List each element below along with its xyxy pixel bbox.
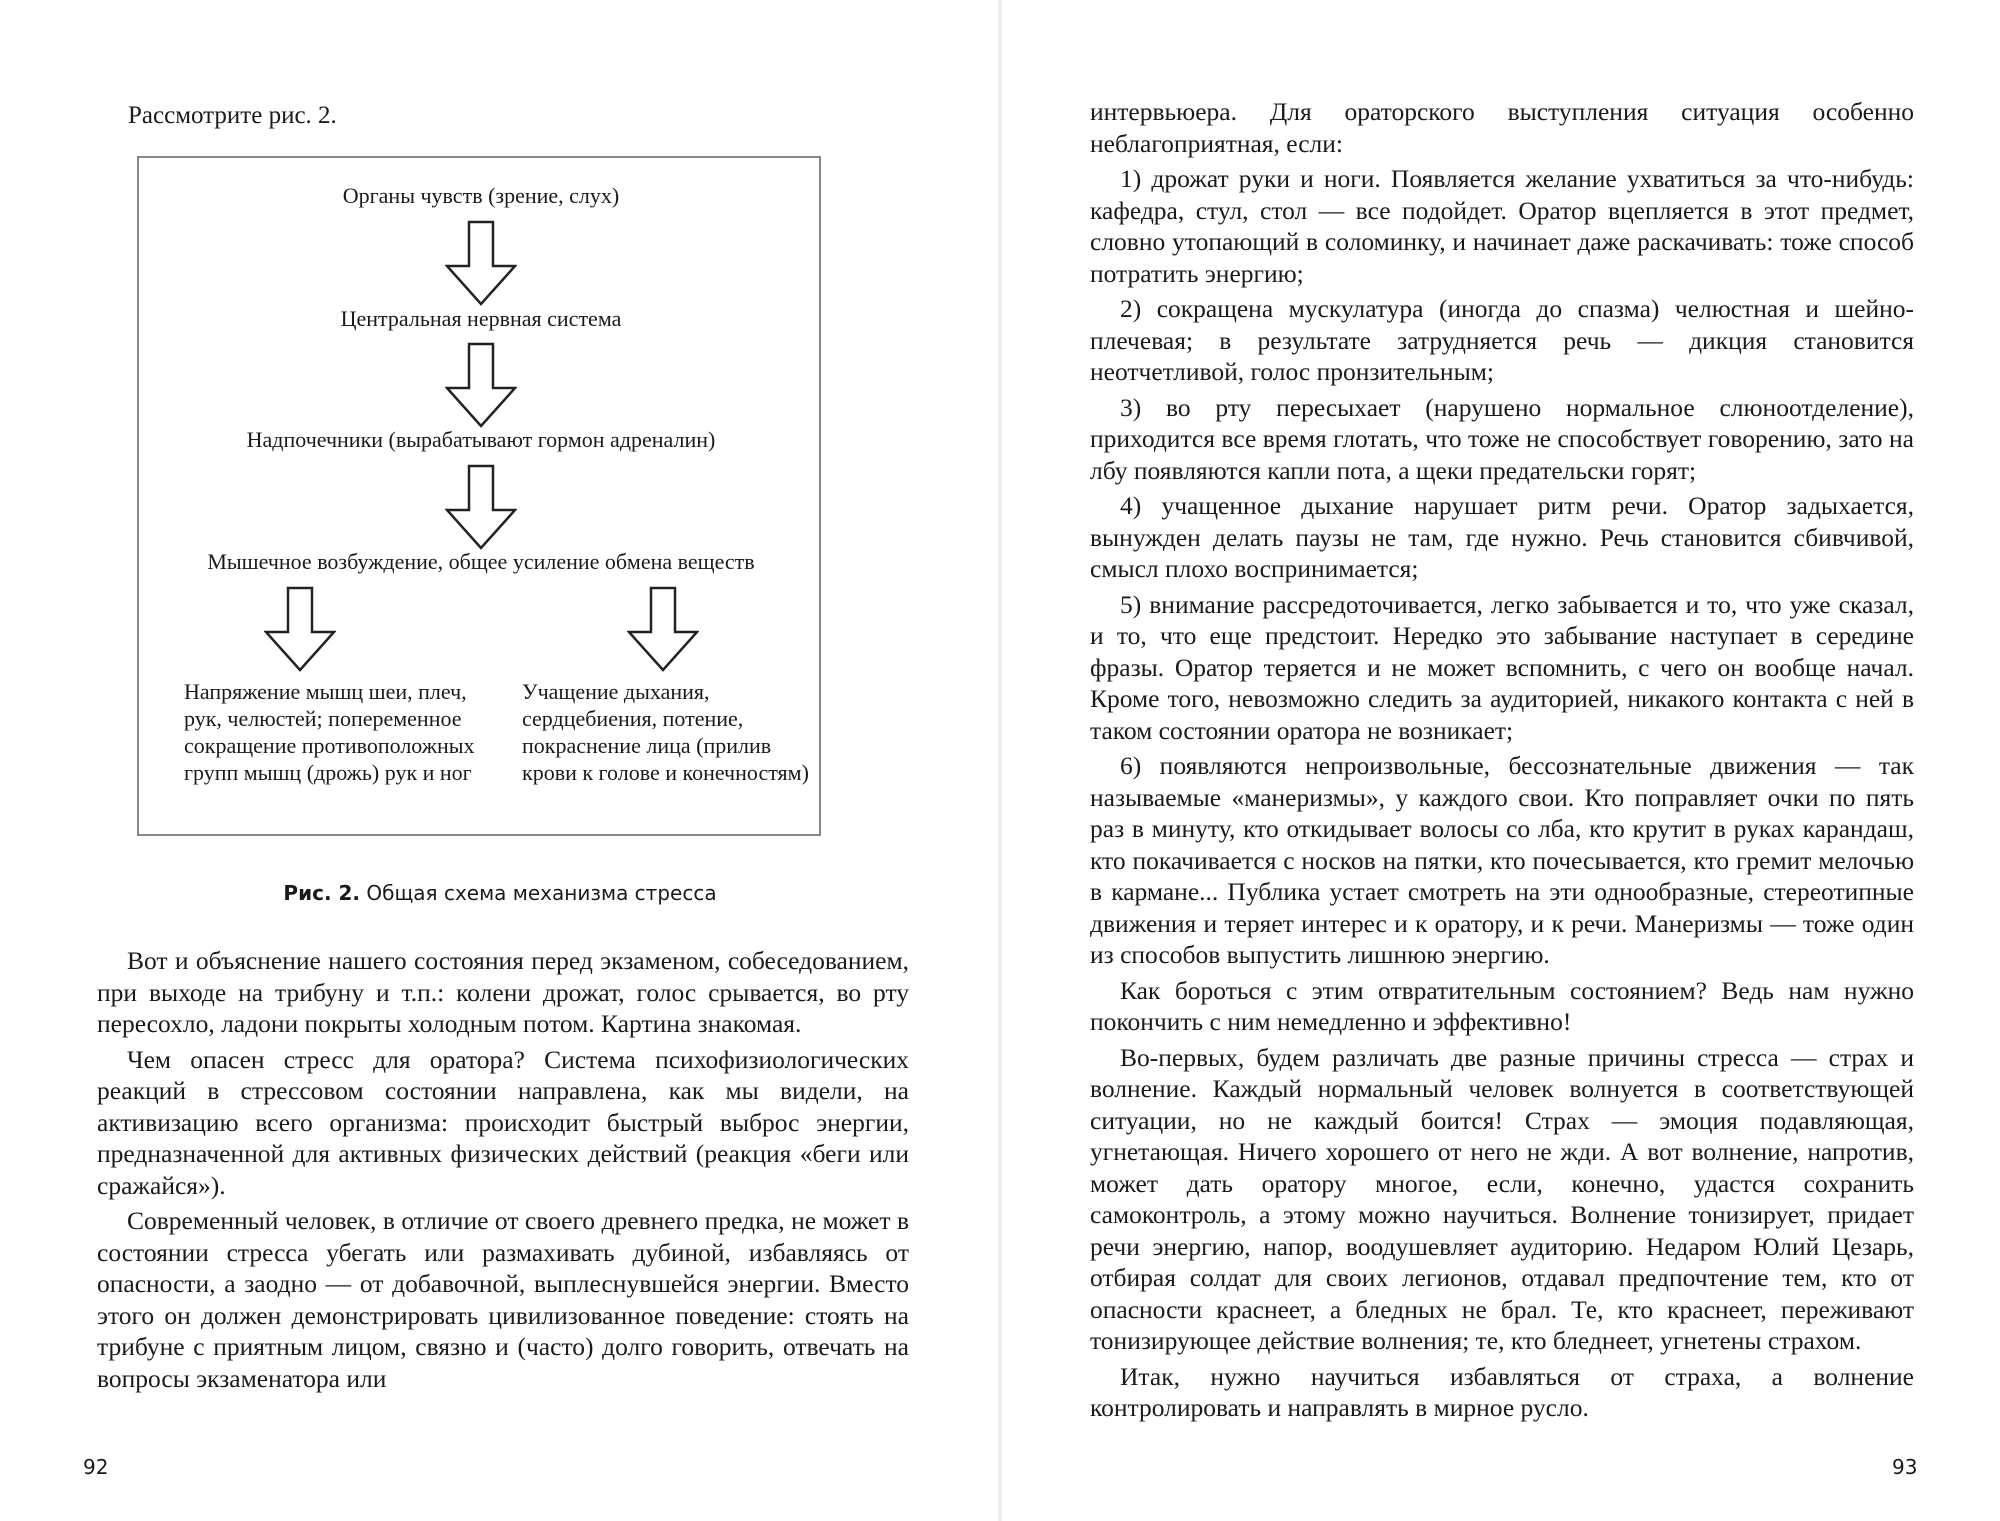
paragraph: Современный человек, в отличие от своего древнего предка, не может в состоянии стресса убегать или размахивать дубиной, избавляясь от опасности, а заодно — от добавочной, выплеснувшейся энергии. Вместо этого он должен демонстрировать цивилизованное поведение: стоять на трибуне с приятным лицом, связно и (часто) долго говорить, отвечать на вопросы экзаменатора или	[97, 1206, 909, 1393]
paragraph: Как бороться с этим отвратительным состоянием? Ведь нам нужно покончить с ним немедленно и эффективно!	[1090, 975, 1914, 1036]
caption-text: Общая схема механизма стресса	[360, 881, 717, 905]
hollow-down-arrow-icon	[264, 586, 336, 672]
caption-prefix: Рис. 2.	[283, 881, 361, 905]
figure-caption	[0, 881, 1000, 905]
diagram-branch-breathing: Учащение дыхания, сердцебиения, потение, покраснение лица (прилив крови к голове и конечностям)	[522, 679, 809, 785]
paragraph: интервьюера. Для ораторского выступления ситуация особенно неблагоприятная, если:	[1090, 97, 1914, 158]
paragraph: 6) появляются непроизвольные, бессознательные движения — так называемые «манеризмы», у каждого свои. Кто поправляет очки по пять раз в минуту, кто откидывает волосы со лба, кто крутит в руках карандаш, кто покачивается с носков на пятки, кто почесывается, кто гремит мелочью в кармане... Публика устает смотреть на эти однообразные, стереотипные движения и теряет интерес и к оратору, и к речи. Манеризмы — тоже один из способов выпустить лишнюю энергию.	[1090, 751, 1914, 969]
paragraph: 3) во рту пересыхает (нарушено нормальное слюноотделение), приходится все время глотать, что тоже не способствует говорению, зато на лбу появляются капли пота, а щеки предательски горят;	[1090, 392, 1914, 485]
paragraph: 2) сокращена мускулатура (иногда до спазма) челюстная и шейно-плечевая; в результате затрудняется речь — дикция становится неотчетливой, голос пронзительным;	[1090, 294, 1914, 386]
hollow-down-arrow-icon	[445, 342, 517, 428]
paragraph: 1) дрожат руки и ноги. Появляется желание ухватиться за что-нибудь: кафедра, стул, стол — все подойдет. Оратор вцепляется в этот предмет, словно утопающий в соломинку, и начинает даже раскачивать: тоже способ потратить энергию;	[1090, 164, 1914, 288]
paragraph: Итак, нужно научиться избавляться от страха, а волнение контролировать и направлять в мирное русло.	[1090, 1361, 1914, 1422]
intro-line: Рассмотрите рис. 2.	[128, 102, 337, 129]
diagram-step-adrenal: Надпочечники (вырабатывают гормон адреналин)	[246, 427, 716, 452]
right-body-text	[1090, 96, 1914, 1428]
diagram-step-muscle: Мышечное возбуждение, общее усиление обмена веществ	[207, 549, 755, 574]
diagram-branch-muscle-tension: Напряжение мышц шеи, плеч, рук, челюстей; попеременное сокращение противоположных групп мышц (дрожь) рук и ног	[184, 679, 475, 785]
hollow-down-arrow-icon	[445, 220, 517, 306]
paragraph: Чем опасен стресс для оратора? Система психофизиологических реакций в стрессовом состоянии направлена, как мы видели, на активизацию всего организма: происходит быстрый выброс энергии, предназначенной для активных физических действий (реакция «беги или сражайся»).	[97, 1044, 909, 1200]
paragraph: Вот и объяснение нашего состояния перед экзаменом, собеседованием, при выходе на трибуну и т.п.: колени дрожат, голос срывается, во рту пересохло, ладони покрыты холодным потом. Картина знакомая.	[97, 946, 909, 1038]
diagram-step-cns: Центральная нервная система	[340, 306, 622, 331]
diagram-step-senses: Органы чувств (зрение, слух)	[342, 183, 620, 208]
hollow-down-arrow-icon	[445, 464, 517, 550]
paragraph: 5) внимание рассредоточивается, легко забывается и то, что уже сказал, и то, что еще предстоит. Нередко это забывание наступает в середине фразы. Оратор теряется и не может вспомнить, с чего он вообще начал. Кроме того, невозможно следить за аудиторией, никакого контакта с ней в таком состоянии оратора не возникает;	[1090, 589, 1914, 745]
page-number-left: 92	[83, 1455, 109, 1479]
page-number-right: 93	[1892, 1455, 1918, 1479]
stress-diagram	[137, 156, 821, 836]
hollow-down-arrow-icon	[627, 586, 699, 672]
paragraph: Во-первых, будем различать две разные причины стресса — страх и волнение. Каждый нормальный человек волнуется в соответствующей ситуации, но не каждый боится! Страх — эмоция подавляющая, угнетающая. Ничего хорошего от него не жди. А вот волнение, напротив, может дать оратору многое, если, конечно, удастся сохранить самоконтроль, а этому можно научиться. Волнение тонизирует, придает речи энергию, напор, воодушевляет аудиторию. Недаром Юлий Цезарь, отбирая солдат для своих легионов, отдавал предпочтение тем, кто от опасности краснеет, а бледных не брал. Те, кто краснеет, переживают тонизирующее действие волнения; те, кто бледнеет, угнетены страхом.	[1090, 1042, 1914, 1355]
paragraph: 4) учащенное дыхание нарушает ритм речи. Оратор задыхается, вынужден делать паузы не там, где нужно. Речь становится сбивчивой, смысл плохо воспринимается;	[1090, 491, 1914, 583]
left-body-text	[97, 945, 909, 1398]
